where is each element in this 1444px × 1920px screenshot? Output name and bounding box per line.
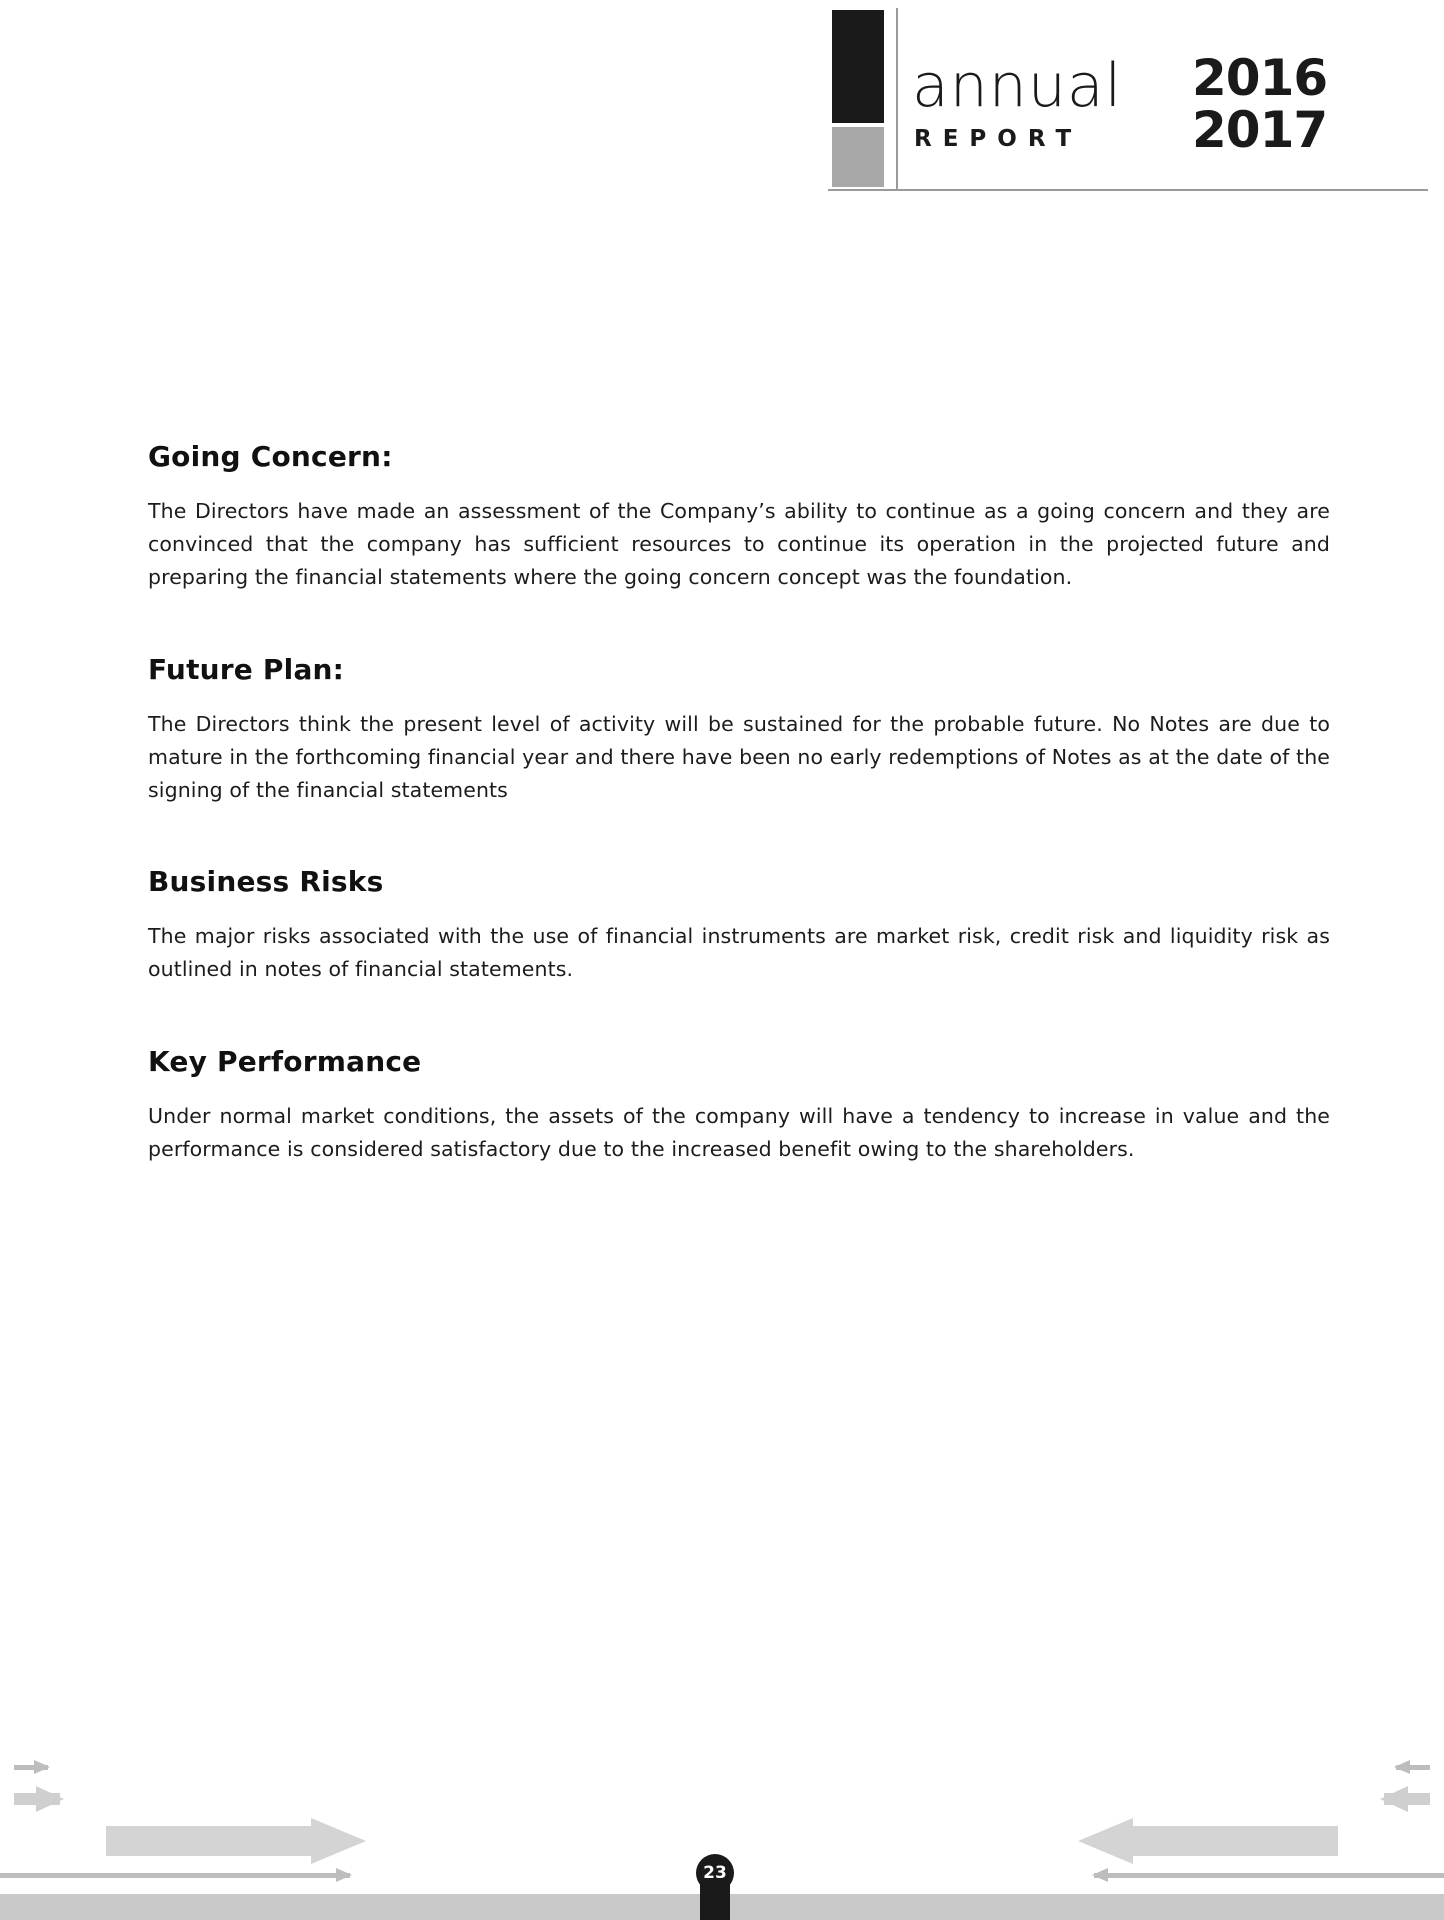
section-going-concern bbox=[148, 440, 1330, 595]
section-body: Under normal market conditions, the assets of the company will have a tendency to increase in value and the performance is considered satisfactory due to the increased benefit owing to the shareholders. bbox=[148, 1103, 1330, 1161]
report-word: REPORT bbox=[914, 126, 1083, 152]
section-business-risks bbox=[148, 865, 1330, 986]
arrow-right-icon bbox=[0, 1868, 350, 1882]
section-title: Going Concern: bbox=[148, 440, 393, 473]
header-divider bbox=[828, 189, 1428, 191]
arrow-left-icon bbox=[1384, 1786, 1430, 1812]
section-body: The major risks associated with the use of financial instruments are market risk, credit risk and liquidity risk as outlined in notes of financial statements. bbox=[148, 924, 1330, 982]
arrow-right-large-icon bbox=[106, 1818, 366, 1864]
brand-word: annual bbox=[912, 51, 1123, 121]
document-content bbox=[148, 440, 1330, 1166]
section-title: Key Performance bbox=[148, 1044, 422, 1078]
arrow-right-icon bbox=[14, 1786, 60, 1812]
section-title: Future Plan: bbox=[148, 652, 345, 686]
section-title: Business Risks bbox=[148, 865, 384, 899]
page-number-badge: 23 bbox=[696, 1854, 734, 1892]
arrow-right-icon bbox=[14, 1760, 48, 1774]
section-body: The Directors think the present level of activity will be sustained for the probable future. No Notes are due to mature in the forthcoming financial year and there have been no early redemptions of Notes as at the date of the signing of the financial statements bbox=[148, 711, 1330, 803]
arrow-left-icon bbox=[1094, 1868, 1444, 1882]
logo-dark-block-icon bbox=[832, 10, 884, 123]
section-key-performance bbox=[148, 1045, 1330, 1166]
logo-gray-block-icon bbox=[832, 127, 884, 187]
logo-vertical-rule bbox=[896, 8, 898, 190]
section-body: The Directors have made an assessment of the Company’s ability to continue as a going concern and they are convinced that the company has sufficient resources to continue its operation in the projected future and preparing the financial statements where the going concern concept was the foundation. bbox=[148, 499, 1330, 590]
arrow-left-icon bbox=[1396, 1760, 1430, 1774]
year-end: 2017 bbox=[1192, 101, 1328, 159]
section-future-plan bbox=[148, 653, 1330, 808]
page-footer bbox=[0, 1720, 1444, 1920]
year-start: 2016 bbox=[1192, 49, 1328, 107]
page-header bbox=[0, 0, 1444, 200]
arrow-left-large-icon bbox=[1078, 1818, 1338, 1864]
